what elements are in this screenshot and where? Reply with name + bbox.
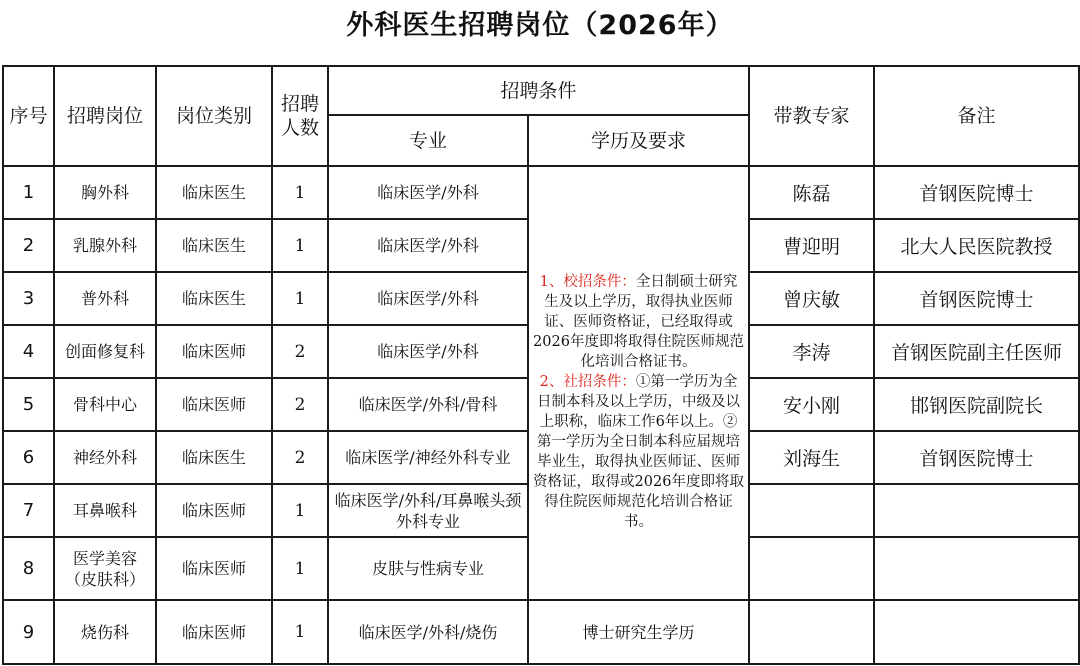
row-seq: 7 bbox=[3, 484, 54, 537]
row-remark bbox=[874, 600, 1079, 664]
row-seq: 3 bbox=[3, 272, 54, 325]
row-seq: 4 bbox=[3, 325, 54, 378]
row-remark: 首钢医院博士 bbox=[874, 166, 1079, 219]
row-seq: 8 bbox=[3, 537, 54, 600]
row-seq: 1 bbox=[3, 166, 54, 219]
row-category: 临床医师 bbox=[156, 600, 272, 664]
row-major: 临床医学/外科 bbox=[328, 219, 528, 272]
row-post: 乳腺外科 bbox=[54, 219, 156, 272]
row-remark bbox=[874, 537, 1079, 600]
row-category: 临床医生 bbox=[156, 219, 272, 272]
row-post: 医学美容（皮肤科） bbox=[54, 537, 156, 600]
campus-requirements bbox=[533, 272, 744, 372]
row-count: 1 bbox=[272, 219, 328, 272]
row-seq: 6 bbox=[3, 431, 54, 484]
row-post: 神经外科 bbox=[54, 431, 156, 484]
row-count: 1 bbox=[272, 537, 328, 600]
page-title: 外科医生招聘岗位（2026年） bbox=[346, 10, 734, 41]
row-category: 临床医生 bbox=[156, 272, 272, 325]
header-education: 学历及要求 bbox=[528, 115, 749, 166]
row-major: 皮肤与性病专业 bbox=[328, 537, 528, 600]
header-major: 专业 bbox=[328, 115, 528, 166]
row-remark: 北大人民医院教授 bbox=[874, 219, 1079, 272]
row-post: 烧伤科 bbox=[54, 600, 156, 664]
row-expert bbox=[749, 600, 874, 664]
row-remark bbox=[874, 484, 1079, 537]
row-category: 临床医生 bbox=[156, 166, 272, 219]
row-expert bbox=[749, 537, 874, 600]
row-major: 临床医学/外科/骨科 bbox=[328, 378, 528, 431]
row-seq: 5 bbox=[3, 378, 54, 431]
row-remark: 首钢医院副主任医师 bbox=[874, 325, 1079, 378]
row-remark: 首钢医院博士 bbox=[874, 431, 1079, 484]
row-count: 1 bbox=[272, 484, 328, 537]
row-expert: 曾庆敏 bbox=[749, 272, 874, 325]
header-post: 招聘岗位 bbox=[54, 66, 156, 166]
row-count: 1 bbox=[272, 600, 328, 664]
row-expert: 陈磊 bbox=[749, 166, 874, 219]
social-requirements bbox=[533, 372, 744, 532]
row-major: 临床医学/外科/烧伤 bbox=[328, 600, 528, 664]
row-category: 临床医师 bbox=[156, 537, 272, 600]
row-expert bbox=[749, 484, 874, 537]
row-seq: 2 bbox=[3, 219, 54, 272]
table-row bbox=[3, 600, 1079, 664]
row-major: 临床医学/外科/耳鼻喉头颈外科专业 bbox=[328, 484, 528, 537]
social-text: ①第一学历为全日制本科及以上学历，中级及以上职称，临床工作6年以上。②第一学历为全日制本科应届规培毕业生，取得执业医师证、医师资格证，取得或2026年度即将取得住院医师规范化培训合格证书。 bbox=[533, 374, 744, 530]
row-category: 临床医师 bbox=[156, 378, 272, 431]
row-post: 普外科 bbox=[54, 272, 156, 325]
row-count: 2 bbox=[272, 325, 328, 378]
row-expert: 曹迎明 bbox=[749, 219, 874, 272]
header-category: 岗位类别 bbox=[156, 66, 272, 166]
row-remark: 邯钢医院副院长 bbox=[874, 378, 1079, 431]
row-major: 临床医学/外科 bbox=[328, 272, 528, 325]
row-post: 骨科中心 bbox=[54, 378, 156, 431]
row-major: 临床医学/外科 bbox=[328, 325, 528, 378]
row-expert: 李涛 bbox=[749, 325, 874, 378]
row-count: 2 bbox=[272, 378, 328, 431]
social-label: 2、社招条件： bbox=[539, 374, 636, 390]
row-category: 临床医师 bbox=[156, 325, 272, 378]
header-remark: 备注 bbox=[874, 66, 1079, 166]
header-expert: 带教专家 bbox=[749, 66, 874, 166]
header-conditions: 招聘条件 bbox=[328, 66, 749, 115]
row-remark: 首钢医院博士 bbox=[874, 272, 1079, 325]
row-seq: 9 bbox=[3, 600, 54, 664]
campus-text: 全日制硕士研究生及以上学历，取得执业医师证、医师资格证，已经取得或2026年度即将取得住院医师规范化培训合格证书。 bbox=[533, 274, 744, 370]
requirements-cell bbox=[528, 166, 749, 600]
row-major: 临床医学/外科 bbox=[328, 166, 528, 219]
row-post: 耳鼻喉科 bbox=[54, 484, 156, 537]
campus-label: 1、校招条件： bbox=[539, 274, 636, 290]
row-post: 创面修复科 bbox=[54, 325, 156, 378]
header-count: 招聘人数 bbox=[272, 66, 328, 166]
row-category: 临床医师 bbox=[156, 484, 272, 537]
table-row bbox=[3, 166, 1079, 219]
row-count: 2 bbox=[272, 431, 328, 484]
recruitment-table bbox=[2, 65, 1080, 665]
row-count: 1 bbox=[272, 166, 328, 219]
row-education: 博士研究生学历 bbox=[528, 600, 749, 664]
row-count: 1 bbox=[272, 272, 328, 325]
row-expert: 安小刚 bbox=[749, 378, 874, 431]
header-seq: 序号 bbox=[3, 66, 54, 166]
row-major: 临床医学/神经外科专业 bbox=[328, 431, 528, 484]
row-post: 胸外科 bbox=[54, 166, 156, 219]
row-expert: 刘海生 bbox=[749, 431, 874, 484]
row-category: 临床医生 bbox=[156, 431, 272, 484]
